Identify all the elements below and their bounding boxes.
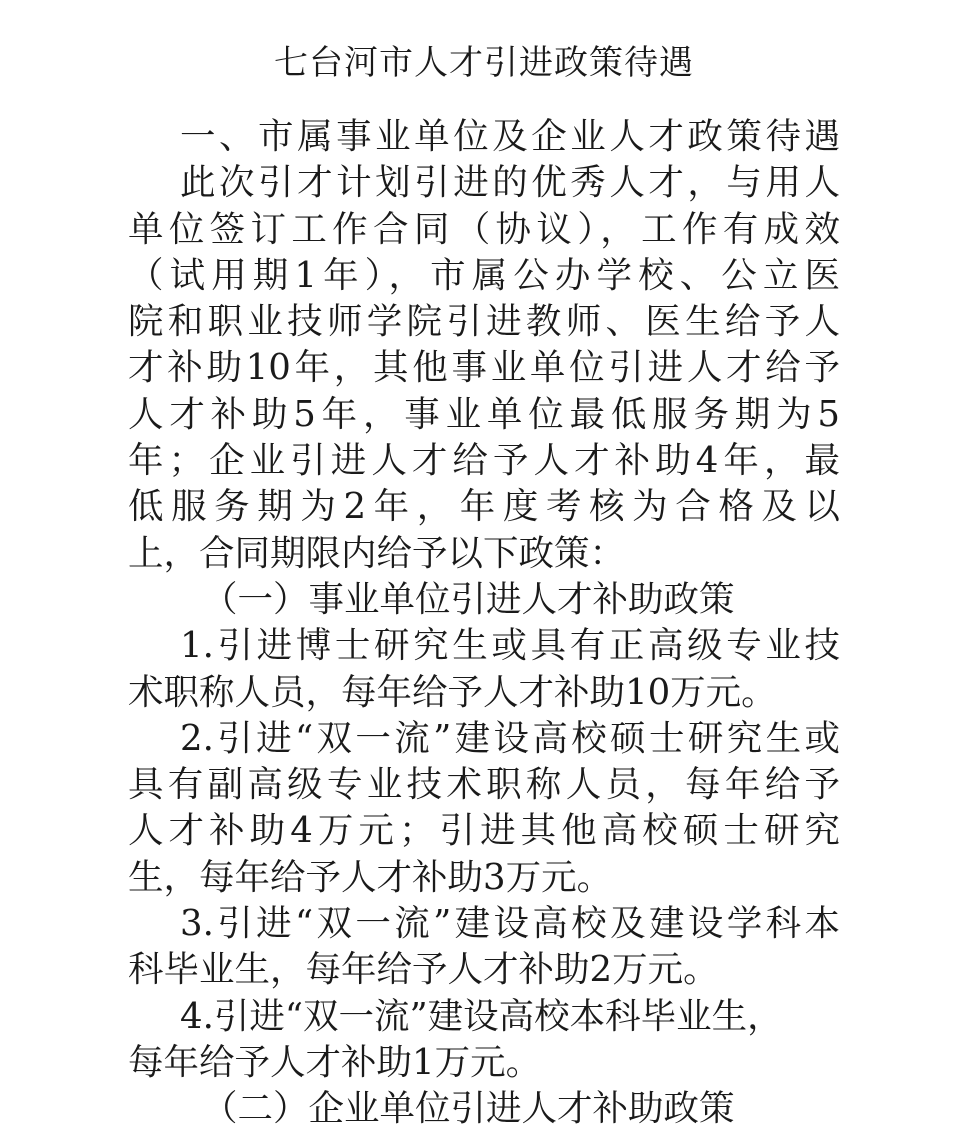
list-item-line: 人才补助4万元；引进其他高校硕士研究 [128,810,840,852]
paragraph-line: 院和职业技师学院引进教师、医生给予人 [128,301,840,343]
paragraph-line: 才补助10年，其他事业单位引进人才给予 [128,347,840,389]
list-item-line: 生，每年给予人才补助3万元。 [128,856,613,898]
paragraph-line: 此次引才计划引进的优秀人才，与用人 [180,162,840,204]
list-item-line: 1.引进博士研究生或具有正高级专业技 [180,625,840,667]
paragraph-line: （试用期1年），市属公办学校、公立医 [128,254,840,296]
list-item-line: 3.引进“双一流”建设高校及建设学科本 [180,903,840,945]
document-title: 七台河市人才引进政策待遇 [274,43,694,83]
subsection-heading-partial: （二）企业单位引进人才补助政策 [202,1088,735,1130]
section-heading: 一、市属事业单位及企业人才政策待遇 [180,116,840,157]
paragraph-line: 年；企业引进人才给予人才补助4年，最 [128,440,840,482]
paragraph-line: 上，合同期限内给予以下政策： [128,532,626,574]
list-item-line: 具有副高级专业技术职称人员，每年给予 [128,764,840,806]
list-item-line: 4.引进“双一流”建设高校本科毕业生， [180,995,783,1037]
document-body [128,114,840,1130]
list-item-line: 科毕业生，每年给予人才补助2万元。 [128,949,719,991]
paragraph-line: 低服务期为2年，年度考核为合格及以 [128,486,840,528]
list-item-line: 每年给予人才补助1万元。 [128,1041,542,1083]
list-item-line: 2.引进“双一流”建设高校硕士研究生或 [180,717,840,759]
subsection-heading: （一）事业单位引进人才补助政策 [202,578,735,620]
document [128,0,840,1130]
paragraph-line: 单位签订工作合同（协议），工作有成效 [128,208,840,250]
paragraph-line: 人才补助5年，事业单位最低服务期为5 [128,393,840,435]
list-item-line: 术职称人员，每年给予人才补助10万元。 [128,671,777,713]
